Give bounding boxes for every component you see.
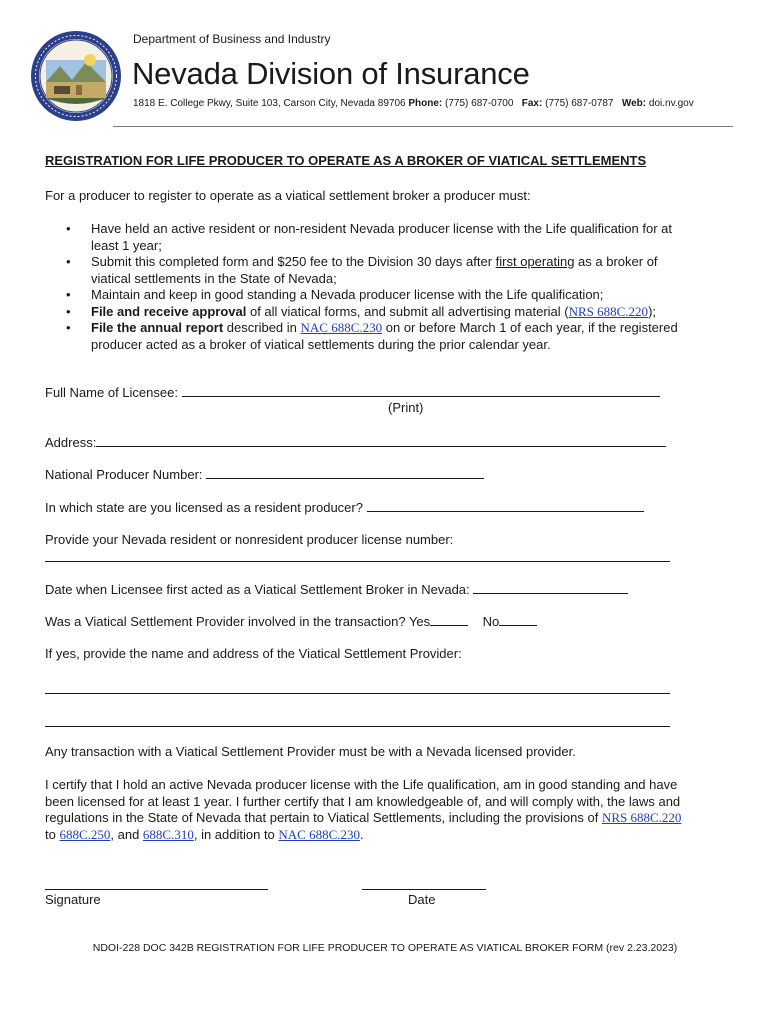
first-acted-field [45, 581, 628, 599]
certification-line: been licensed for at least 1 year. I further certify that I am knowledgeable of, and will comply with, the laws and [45, 793, 681, 809]
requirement-text: on or before March 1 of each year, if the registered [382, 320, 678, 335]
no-input[interactable] [499, 613, 537, 626]
list-item [66, 254, 731, 287]
address-field [45, 434, 666, 452]
npn-label: National Producer Number: [45, 467, 207, 482]
full-name-label: Full Name of Licensee: [45, 385, 182, 400]
address-input[interactable] [96, 434, 666, 447]
print-hint: (Print) [388, 400, 424, 415]
page-title: Nevada Division of Insurance [132, 56, 530, 91]
requirement-text: described in [223, 320, 301, 335]
nevada-state-seal-icon [30, 30, 122, 122]
form-heading: REGISTRATION FOR LIFE PRODUCER TO OPERATE AS A BROKER OF VIATICAL SETTLEMENTS [45, 153, 647, 168]
fax-number: (775) 687-0787 [545, 98, 614, 109]
certification-line: I certify that I hold an active Nevada producer license with the Life qualification, am in good standing and have [45, 777, 678, 792]
certification-line: regulations in the State of Nevada that pertain to Viatical Settlements, including the provisions of [45, 810, 602, 825]
fax-label: Fax: [521, 98, 543, 109]
bullet-icon: • [66, 287, 71, 302]
phone-label: Phone: [408, 98, 443, 109]
bullet-icon: • [66, 320, 71, 335]
nrs-688c250-link[interactable]: 688C.250 [59, 826, 111, 842]
full-name-field [45, 384, 660, 402]
provider-info-input-2[interactable] [45, 726, 670, 727]
certification-line: . [360, 826, 364, 842]
requirement-text: producer acted as a broker of viatical settlements during the prior calendar year. [91, 336, 551, 352]
requirement-text: ); [648, 303, 657, 319]
bullet-icon: • [66, 303, 71, 319]
department-name: Department of Business and Industry [133, 32, 331, 46]
signature-label: Signature [45, 892, 101, 907]
contact-line [133, 98, 694, 109]
requirement-text: least 1 year; [91, 237, 162, 253]
nac-688c230-link[interactable]: NAC 688C.230 [300, 320, 383, 335]
requirement-bold-text: File the annual report [91, 320, 224, 335]
address-label: Address: [45, 435, 97, 450]
resident-state-input[interactable] [367, 499, 644, 512]
first-acted-input[interactable] [473, 581, 628, 594]
list-item [66, 287, 731, 304]
list-item [66, 304, 731, 321]
form-footer: NDOI-228 DOC 342B REGISTRATION FOR LIFE PRODUCER TO OPERATE AS VIATICAL BROKER FORM (rev 2.23.2023) [92, 942, 678, 954]
requirements-list [66, 221, 731, 353]
bullet-icon: • [66, 221, 71, 236]
certification-text [45, 777, 681, 843]
header-divider [113, 126, 733, 127]
provider-info-label: If yes, provide the name and address of the Viatical Settlement Provider: [45, 646, 462, 661]
nrs-688c220-link[interactable]: NRS 688C.220 [568, 303, 649, 319]
nac-688c230-link[interactable]: NAC 688C.230 [278, 826, 361, 842]
yes-input[interactable] [430, 613, 468, 626]
requirement-bold-text: File and receive approval [91, 303, 247, 319]
requirement-text: Maintain and keep in good standing a Nevada producer license with the Life qualification; [91, 287, 604, 302]
first-acted-label: Date when Licensee first acted as a Viatical Settlement Broker in Nevada: [45, 582, 474, 597]
requirement-text: as a broker of [574, 254, 658, 269]
nv-license-input[interactable] [45, 561, 670, 562]
full-name-input[interactable] [182, 384, 660, 397]
resident-state-field [45, 499, 644, 517]
first-operating-text: first operating [495, 254, 575, 269]
requirement-text: viatical settlements in the State of Nevada; [91, 270, 337, 286]
provider-involved-field [45, 613, 537, 631]
requirement-text: Have held an active resident or non-resident Nevada producer license with the Life qualification for at [91, 221, 673, 236]
requirement-text: of all viatical forms, and submit all advertising material ( [246, 303, 569, 319]
nv-license-label: Provide your Nevada resident or nonresident producer license number: [45, 532, 454, 547]
certification-line: , in addition to [193, 826, 279, 842]
street-address: 1818 E. College Pkwy, Suite 103, Carson City, Nevada 89706 [133, 98, 406, 109]
list-item [66, 320, 731, 353]
provider-involved-label: Was a Viatical Settlement Provider involved in the transaction? Yes [45, 614, 431, 629]
phone-number: (775) 687-0700 [445, 98, 514, 109]
certification-line: , and [110, 826, 143, 842]
date-input[interactable] [362, 889, 486, 890]
signature-input[interactable] [45, 889, 268, 890]
requirement-text: Submit this completed form and $250 fee to the Division 30 days after [91, 254, 496, 269]
list-item [66, 221, 731, 254]
provider-info-input-1[interactable] [45, 693, 670, 694]
web-label: Web: [621, 98, 647, 109]
certification-line: to [45, 826, 60, 842]
licensed-provider-notice: Any transaction with a Viatical Settlement Provider must be with a Nevada licensed provider. [45, 744, 576, 759]
no-label: No [482, 614, 500, 629]
npn-field [45, 466, 484, 484]
date-label: Date [408, 892, 436, 907]
web-address: doi.nv.gov [648, 98, 694, 109]
nrs-688c310-link[interactable]: 688C.310 [142, 826, 194, 842]
npn-input[interactable] [206, 466, 484, 479]
bullet-icon: • [66, 254, 71, 269]
intro-text: For a producer to register to operate as a viatical settlement broker a producer must: [45, 188, 531, 203]
nrs-688c220-link[interactable]: NRS 688C.220 [601, 810, 682, 825]
resident-state-label: In which state are you licensed as a resident producer? [45, 500, 367, 515]
